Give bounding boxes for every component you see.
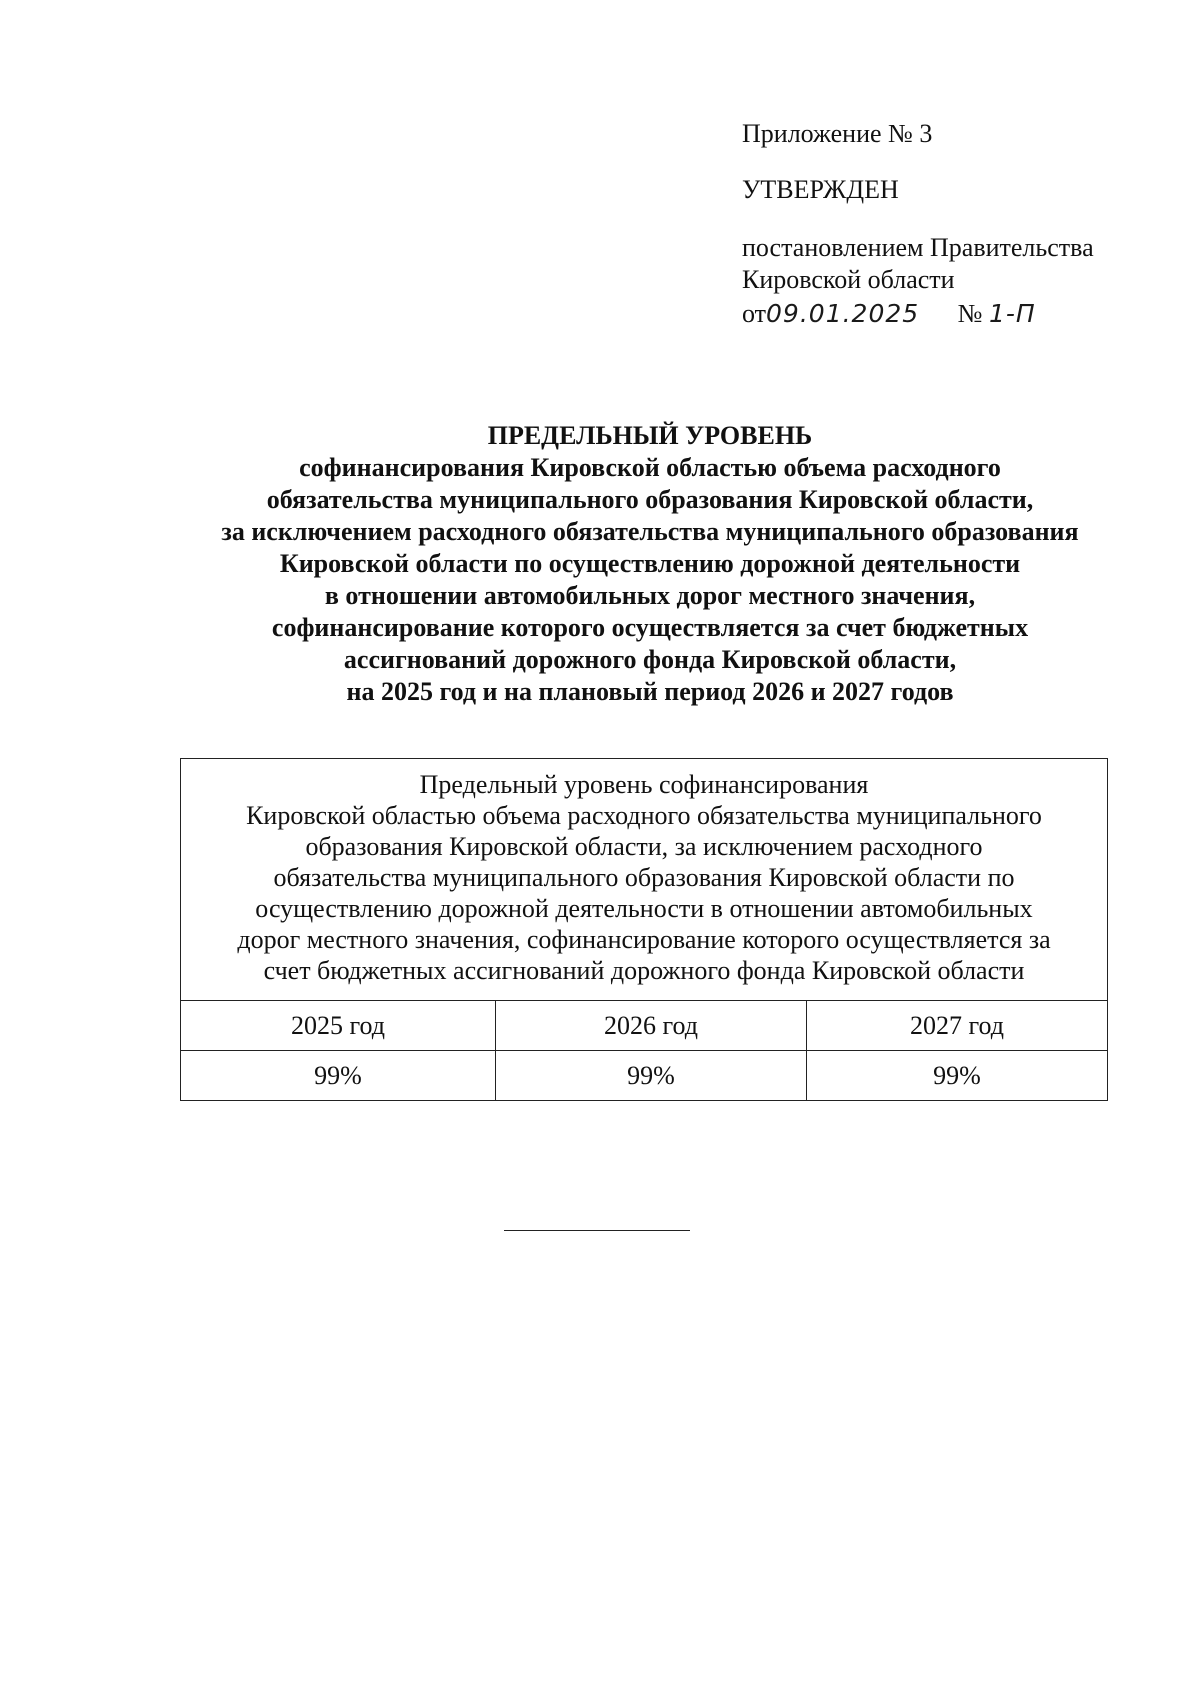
title-line: софинансирование которого осуществляется за счет бюджетных — [271, 613, 1029, 642]
closing-divider — [504, 1230, 690, 1231]
header-line: дорог местного значения, софинансирование которого осуществляется за — [237, 925, 1051, 954]
header-line: образования Кировской области, за исключением расходного — [305, 832, 983, 861]
resolution-date-line — [742, 298, 1094, 330]
table-header-cell — [181, 759, 1108, 1001]
title-line: Кировской области по осуществлению дорожной деятельности — [279, 549, 1021, 578]
title-heading: ПРЕДЕЛЬНЫЙ УРОВЕНЬ — [487, 421, 813, 450]
header-line: счет бюджетных ассигнований дорожного фонда Кировской области — [263, 956, 1025, 985]
header-line: обязательства муниципального образования Кировской области по — [273, 863, 1015, 892]
title-line: на 2025 год и на плановый период 2026 и 2027 годов — [346, 677, 954, 706]
header-line: Кировской областью объема расходного обязательства муниципального — [246, 801, 1042, 830]
appendix-number: Приложение № 3 — [742, 119, 933, 148]
value-cell-2027: 99% — [807, 1051, 1108, 1101]
title-line: софинансирования Кировской областью объема расходного — [299, 453, 1001, 482]
title-line: ассигнований дорожного фонда Кировской области, — [343, 645, 957, 674]
document-title — [170, 420, 1130, 708]
resolution-line-1: постановлением Правительства — [742, 233, 1094, 262]
cofinancing-table — [180, 758, 1108, 1101]
header-line: осуществлению дорожной деятельности в отношении автомобильных — [255, 894, 1033, 923]
year-cell-2025: 2025 год — [181, 1001, 496, 1051]
year-cell-2026: 2026 год — [496, 1001, 807, 1051]
number-label: № — [957, 299, 983, 328]
handwritten-date: 09.01.2025 — [766, 299, 920, 328]
table-header-row — [181, 759, 1108, 1001]
handwritten-number: 1-П — [988, 299, 1036, 328]
year-cell-2027: 2027 год — [807, 1001, 1108, 1051]
title-line: в отношении автомобильных дорог местного значения, — [324, 581, 976, 610]
approval-block — [742, 118, 1094, 330]
title-line: за исключением расходного обязательства муниципального образования — [221, 517, 1079, 546]
table-values-row — [181, 1051, 1108, 1101]
table-years-row — [181, 1001, 1108, 1051]
resolution-line-2: Кировской области — [742, 265, 955, 294]
header-line: Предельный уровень софинансирования — [419, 770, 869, 799]
value-cell-2025: 99% — [181, 1051, 496, 1101]
date-prefix: от — [742, 299, 767, 328]
approved-stamp: УТВЕРЖДЕН — [742, 175, 899, 204]
title-line: обязательства муниципального образования Кировской области, — [266, 485, 1034, 514]
value-cell-2026: 99% — [496, 1051, 807, 1101]
